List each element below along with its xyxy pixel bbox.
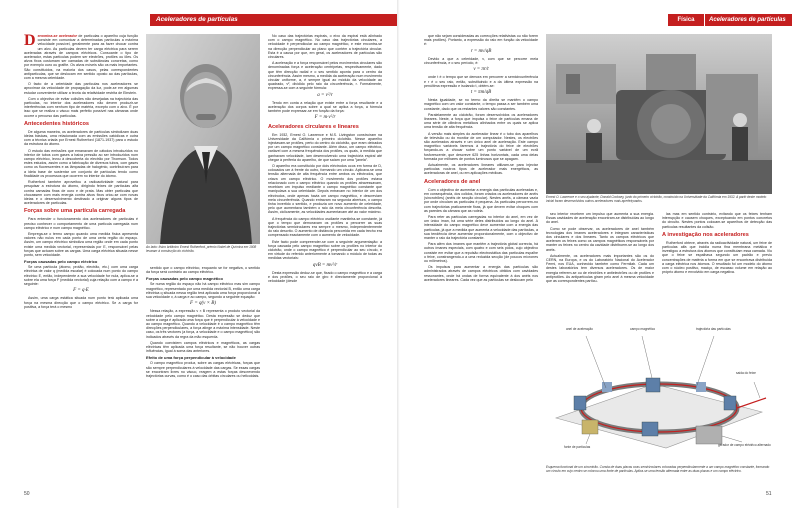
paragraph: O aparelho era constituído por dois eléctrodos ocos em forma de D, colocados um à frente do outro, formando um círculo. Aplicava-se uma tensão alternada de alta frequência entre ambos os eléctrodos, que criava um campo eléctrico. O movimento dos protões estava relacionado com o campo eléctrico quando os protões atravessavam, recebiam um impulso mediante o campo magnético constante que manipulava a sua celeridade. Depois entravam no interior de um dos eléctrodos, onde apenas havia um campo magnético, e descreviam meia circunferência. Quando entravam na segunda abertura, o campo tinha invertido o sentido, e produzia um novo aumento de celeridade, pelo que aumentava também o raio da meia circunferência descrita. Assim, ciclicamente, as velocidades aumentavam até ao valor máximo. bbox=[268, 164, 382, 215]
equation: r = mv/qB bbox=[470, 48, 492, 54]
right-col-2 bbox=[546, 212, 654, 285]
label-anel: anel de aceleração bbox=[566, 327, 593, 331]
cyclotron-photo bbox=[546, 34, 772, 194]
paragraph: Se numa região do espaço não há campo eléctrico mas sim campo magnético, representado por uma medida vectorial B, então uma carga eléctrica q situada nessa região terá aplicada uma força proporcional à sua velocidade v, à carga e ao campo, segundo a seguinte equação: bbox=[146, 282, 260, 300]
left-col-1 bbox=[24, 34, 138, 311]
paragraph: O estudo das emissões que emanavam de cátodos introduzidos no interior de tubos com gases a baixa pressão ao ser introduzidos num campo eléctrico, levou à descoberta do electrão por Thomson. Todos estes estudos, assim como a fabricação de diversos tubos, com gases como os fluorescentes e as lâmpadas de halogénio, contribuíram para a ideia base de sustentar um conjunto de partículas tendo como finalidade os processos que ocorrem no interior do átomo. bbox=[24, 148, 138, 178]
paragraph: Paralelamente ao ciclotrão, foram desenvolvidos os aceleradores lineares. Neste, a força que impulsa o feixe de partículas emana de uma série de cilindros metálicos alinhados entre os quais se aplica uma tensão de alta frequência. bbox=[424, 112, 538, 130]
equation: qvB = mv²/r bbox=[312, 262, 338, 268]
heading-anel: Aceleradores de anel bbox=[424, 178, 481, 185]
paragraph: Com o objectivo de aumentar a energia das partículas aceleradas e, em consequência, dos colidos, foram criados os aceleradores de anéis (síncrotrões) (anéis de secção circular). Nestes anéis, a câmara vazia por onde circulam as partículas é pequena. As partículas percorrem-no com trajectórias praticamente fixas, já que devem evitar choques com as paredes da câmara que as rodeia. bbox=[424, 187, 538, 213]
right-header-title: Aceleradores de partículas bbox=[705, 14, 792, 26]
paragraph: No caso das trajectórias espirais, o eixo da espiral está alinhado com o campo magnético. No caso das trajectórias circulares, a velocidade é perpendicular ao campo magnético, e este encontra-se na direcção perpendicular ao plano que contém a trajectória circular. Esta é a causa por que, em geral, os aceleradores de partículas são circulares. bbox=[268, 34, 382, 60]
equation: a = v²/r bbox=[317, 92, 333, 98]
equation: F = q·E bbox=[73, 288, 89, 294]
paragraph: que não sejam consideradas as correcções relativistas ou não forem mais protões). Portanto, a expressão do raio em função da velocidade é: bbox=[424, 34, 538, 47]
equation: F = m·v²/r bbox=[314, 115, 336, 121]
paragraph: Nesta igualdade, se no termo da direita se mantêm o campo magnético com um valor constante, o tempo passa a ser também uma constante, dado que os restantes valores são constantes. bbox=[424, 98, 538, 111]
right-col-1 bbox=[424, 34, 538, 284]
paragraph: Se uma partícula (átomo, protão, electrão, etc.) com uma carga eléctrica de valor q (medida escalar) é colocada num ponto do campo eléctrico E, então, independente a sua velocidade for nula, aplica-se a sobre ela uma força F (medida vectorial) cuja relação com a campo é a seguinte: bbox=[24, 265, 138, 286]
paragraph: O facto de a celeridade das partículas nos aceleradores se aproximar da velocidade de propagação da luz, pode-se em algumas estudar conveniente utilizar a teoria da relatividade restrita de Einstein. bbox=[24, 82, 138, 95]
left-header-title: Aceleradores de partículas bbox=[156, 16, 238, 23]
rutherford-caption: Ao lado: físico britânico Ernest Rutherford, prémio Nobel de Química em 1908 levaram à construção do ciclotrão. bbox=[146, 245, 257, 253]
page-number-left: 50 bbox=[24, 491, 30, 497]
label-gerador: gerador de campo eléctrico alternado bbox=[718, 443, 771, 447]
paragraph: Este facto pode compreender-se com a seguinte argumentação: a força causada pelo campo magnético sobre os protões no interior do ciclotrão, onde o campo magnético é perpendicular ao seu círculo, e em virtude do referido anteriormente a tomando o módulo de todas as medidas vectoriais: bbox=[268, 239, 382, 261]
label-saida: saída do feixe bbox=[736, 371, 756, 375]
right-page bbox=[400, 0, 800, 508]
left-col-2 bbox=[146, 266, 260, 380]
right-header-bar bbox=[400, 14, 792, 26]
paragraph: Em 1932, Ernest O. Lawrence e M.S. Livingston construíram na Universidade da Califórnia o primeiro ciclotrão. Nesse aparelho injectavam-se protões, perto do centro do ciclotrão, que eram deixados por um campo magnético constante. Além disso, um campo eléctrico, variável com a mesma frequência dos protões, os quais, à medida que ganhavam velocidade, iam desenvolvendo uma trajectória espiral até chegar à periferia do aparelho, de que saíam por uma "janela". bbox=[268, 132, 382, 162]
paragraph: Assim, uma carga estática situada num ponto terá aplicada uma força na mesma direcção que o campo eléctrico. Se a carga for positiva, a força terá o mesmo bbox=[24, 296, 138, 309]
paragraph: Actualmente, os aceleradores mais importantes são os do CERN, na Europa, e os do Laboratório Nacional do Acelerador Fermi, nos EUA, conhecido também como Fermilab. Cada um destes laboratórios tem diversos aceleradores. Os de maior energia referem-se ou de electrões e antielectrões ou de protões e antiprotões. As antipartículas giram pelo anel à mesma velocidade que as correspondentes partícu- bbox=[546, 253, 654, 284]
dropcap: D bbox=[24, 32, 36, 49]
paragraph: onde t é o tempo que se demora em percorrer a semicircunferência e r é o seu raio, então, substituindo e a da última expressão na penúltima expressão e isolando t, obtém-se: bbox=[424, 75, 538, 88]
left-header-bar bbox=[150, 14, 400, 26]
diagram-caption: Esquema funcional de um síncrotrão. Consta de duas placas ocas semicirculares colocadas perpendicularmente a um campo magnético constante, formando um círculo em cujo centro se colocou uma fonte de partículas. Aplica-se uma tensão alternada entre as duas placas e um campo eléctrico. bbox=[546, 465, 770, 473]
right-col-3 bbox=[662, 212, 772, 276]
subheading-efeito: Efeito de uma força perpendicular à velocidade bbox=[146, 355, 236, 361]
subheading-campo-magnetico: Forças causadas pelo campo magnético bbox=[146, 276, 223, 282]
paragraph: A aceleração e a força responsável pelos movimentos circulares são denominadas força e aceleração centrípetas, respectivamente, dado que têm direcção radial e o seu sentido aponta para o centro da circunferência. Assim mesmo, a medida da aceleração num movimento circular uniforme, a, é sempre igual ao módulo da velocidade ao quadrado, v², dividido pelo raio da circunferência, r. Formalmente, expressa-se com a seguinte fórmula: bbox=[268, 61, 382, 91]
label-fonte: fonte de partículas bbox=[564, 445, 591, 449]
paragraph: seu interior recebem um impulso que aumenta a sua energia. Essas cavidades de aceleração encontram-se distribuídas ao longo do anel. bbox=[546, 212, 654, 225]
paragraph: De alguma maneira, os aceleradores de partículas simbolizam duas ideias básicas, uma relacionada com as emissões catódicas e outra com a técnica criada por Ernest Rutherford (1871-1937) para o estudo da estrutura do átomo. bbox=[24, 129, 138, 147]
paragraph: Rutherford obteve, através da radioactividade natural, um feixe de partículas alfa que incidia numa fina membrana metálica e investigou a estrutura dos átomos que constituíam essa camada. Viu que o feixe se espalhava segundo um padrão e previu concentrações de matéria a forma em que se encontrava distribuída a carga eléctrica nos átomos. O resultado foi um modelo do átomo com o núcleo positivo, maciço, de escasso volume em relação ao próprio átomo e envolvido em carga negativa. bbox=[662, 240, 772, 275]
rutherford-photo bbox=[146, 34, 260, 244]
section-label: Física bbox=[668, 14, 704, 26]
paragraph: Para entender o funcionamento dos aceleradores de partículas é preciso conhecer o comportamento de uma partícula carregada num campo eléctrico e num campo magnético. bbox=[24, 217, 138, 230]
paragraph: Tendo em conta a relação que existe entre a força resultante e a aceleração dos corpos sobre a qual se aplica a força, a fórmula também pode expressar-se em função da força: bbox=[268, 100, 382, 114]
paragraph: O campo magnético produz, sobre as cargas eléctricas, forças que são sempre perpendiculares à velocidade das cargas. Se essas cargas se encontram livres no vácuo, reagem a estas forças descrevendo trajectórias curvas, como é o caso das órbitas circulares ou helicoidais. bbox=[146, 361, 260, 379]
paragraph: Emprega-se o termo campo quando uma medida física apresenta valores não nulos em cada ponto de uma certa região do espaço. Assim, um campo eléctrico simboliza uma região onde em cada ponto existe uma medida vectorial, representada por E, responsável pelas forças que actuam sobre as cargas. Uma carga eléctrica situada nesse ponto, sem velocidade. bbox=[24, 231, 138, 257]
synchrotron-diagram bbox=[546, 322, 772, 462]
paragraph: las mas em sentido contrário, evitando que os feixes tenham interrupção e causem choques, exceptuando em pontos concretos do circuito. Nestes pontos colocam-se aparelhos de detecção das partículas resultantes da colisão. bbox=[662, 212, 772, 229]
paragraph: Os impulsos para aumentar a energia das partículas são administrados através de campos eléctricos obtidos com cavidades ressonantes, onde há ondas de forma equivalente à dos anéis nos aceleradores lineares. Cada vez que as partículas se deslocam pelo bbox=[424, 265, 538, 282]
equation: t = πm/qB bbox=[470, 90, 492, 96]
intro-text: de partículas o aparelho cuja função consiste em comunicar a determinadas partículas a máxima velocidade possível, geralmente para as fazer chocar contra um alvo. As partículas devem ter carga eléctrica para serem aceleradas através de campos eléctricos. Consoante o tipo de acelerador, estas partículas podem ser electrões, protões ou iões. Os alvos fixos costumam ser camadas de substâncias concretas, como por exemplo ouro ou grafite. Os alvos móveis são os mais importantes. São constituídos, na maioria dos casos, pelas correspondentes antipartículas, que se deslocam em sentido oposto ao das partículas, com a mesma celeridade. bbox=[24, 34, 138, 81]
subheading-campo-electrico: Forças causadas pelo campo eléctrico bbox=[24, 259, 98, 265]
paragraph: Actualmente, os aceleradores lineares utilizam-se para injectar partículas noutros tipos de acelerador mais energéticos, as aceleradoras de anel, ou em aplicações médicas. bbox=[424, 163, 538, 176]
heading-antecedentes: Antecedentes históricos bbox=[24, 120, 89, 127]
paragraph: sentido que o campo eléctrico, enquanto se for negativa, o sentido da força será contrário ao campo eléctrico. bbox=[146, 266, 260, 275]
paragraph: Rutherford também aproveitou a radioactividade natural para pesquisar a estrutura do átomo, dirigindo feixes de partículas alfa contra camadas finas de ouro e de prata. Mas obter partículas que chocassem com mais energia contra alvos fixos criou-se com novas ideias e o desenvolvimento destinado a originar alguns tipos de aceleradores de partículas. bbox=[24, 180, 138, 206]
paragraph: A versão mais simples do acelerador linear é o tubo dos aparelhos de televisão ou do monitor de um computador. Nestes, os electrões são acelerados através e um único anel de aceleração. Este campo magnético variáveis faremos à trajectória do feixe de electrões forçando-os a chocar sobre um ponto variável de um ecrã fosforescente, que descreve 625 linhas horizontais, cada uma delas formada por milhares de pontos luminosos que se apagam. bbox=[424, 131, 538, 161]
left-col-3 bbox=[268, 34, 382, 285]
cyclotron-caption: Ernest O. Lawrence e o seu ajudante, Donald Cooksey, junto do primeiro ciclotrão, construído na Universidade da Califórnia em 1932. A partir deste modelo inicial foram desenvolvidos outros aceleradores mais aperfeiçoados. bbox=[546, 195, 767, 203]
intro-emphasis: enomina-se acelerador bbox=[37, 34, 78, 38]
page-number-right: 51 bbox=[766, 491, 772, 497]
equation: v = πr/t bbox=[473, 67, 489, 73]
paragraph: Para além dos ímanes que mantêm a trajectória global correcta, há outros ímanes especiais, com quatro e com seis pólos, cujo objectivo consiste em evitar que a repulsão electrostática das partículas espalhe o feixe, constrangendo-o a uma reduzida secção (de poucos mícrones ou milímetros). bbox=[424, 242, 538, 263]
equation: F = q(v × B) bbox=[190, 301, 216, 307]
paragraph: Nessa relação, a expressão v × B representa o produto vectorial da velocidade pelo campo magnético. Desta expressão se deduz que sobre a carga é aplicada uma força que é perpendicular à velocidade e ao campo magnético. Quando a velocidade é o campo magnético têm direcções perpendiculares, a força atinge a máxima intensidade. Neste caso, os três vectores (a força, a velocidade e o campo magnético) são indicados através da regra da mão esquerda. bbox=[146, 309, 260, 339]
paragraph: Devido a que a celeridade, v, com que se percorre meia circunferência, e o seu período, é: bbox=[424, 56, 538, 66]
label-campo-magnetico: campo magnético bbox=[630, 327, 656, 331]
paragraph: Com o objectivo de evitar colisões não desejadas na trajectória das partículas, no interior dos aceleradores não devem produzir-se interferências com nenhum tipo de matéria, excepto com o alvo. É por isso que se realiza o vácuo mais perfeito possível nas câmaras onde ocorre o percurso das partículas. bbox=[24, 96, 138, 118]
paragraph: Desta expressão deduz-se que, fixado o campo magnético e a carga e dos protões, o seu raio de giro é directamente proporcional à velocidade (desde bbox=[268, 270, 382, 284]
heading-aceleradores-circulares: Aceleradores circulares e lineares bbox=[268, 123, 359, 130]
heading-forcas: Forças sobre uma partícula carregada bbox=[24, 208, 126, 215]
paragraph: A frequência do campo eléctrico oscilante mantinha-se constante, já que o tempo que demoravam os protões a percorrer as suas trajectórias semicirculares era sempre o mesmo, independentemente do raio descrito. O aumento de distância percorrida em cada trecho era compensado exactamente com o aumento de velocidade. bbox=[268, 216, 382, 238]
paragraph: Para reter as partículas carregadas no interior do anel, em vez de um único íman, há uma série deles distribuídos ao longo do anel. A intensidade do campo magnético deve aumentar com a energia das partículas, já que a medida que aumenta a velocidade das partículas, a sua tendência deve aumentar proporcionalmente, com o objectivo de manter o raio da trajectória constante. bbox=[424, 214, 538, 240]
label-trajectoria: trajectória das partículas bbox=[696, 327, 731, 331]
paragraph: Quando coexistem campos eléctricos e magnéticos, as cargas eléctricas têm aplicada uma força resultante, se não houver outras influências, igual à soma das anteriores. bbox=[146, 340, 260, 354]
heading-investigacao: A investigação nos aceleradores bbox=[662, 231, 749, 238]
paragraph: Como se pode observar, os aceleradores de anel também tecnologias dos ímanes aceleradores e integram características dos circulares e dos lineares. Tanto os campos eléctricos que aceleram os feixes como os campos magnéticos responsáveis por manter os feixes no centro da cavidade distribuem-se ao longo dos anéis. bbox=[546, 226, 654, 252]
